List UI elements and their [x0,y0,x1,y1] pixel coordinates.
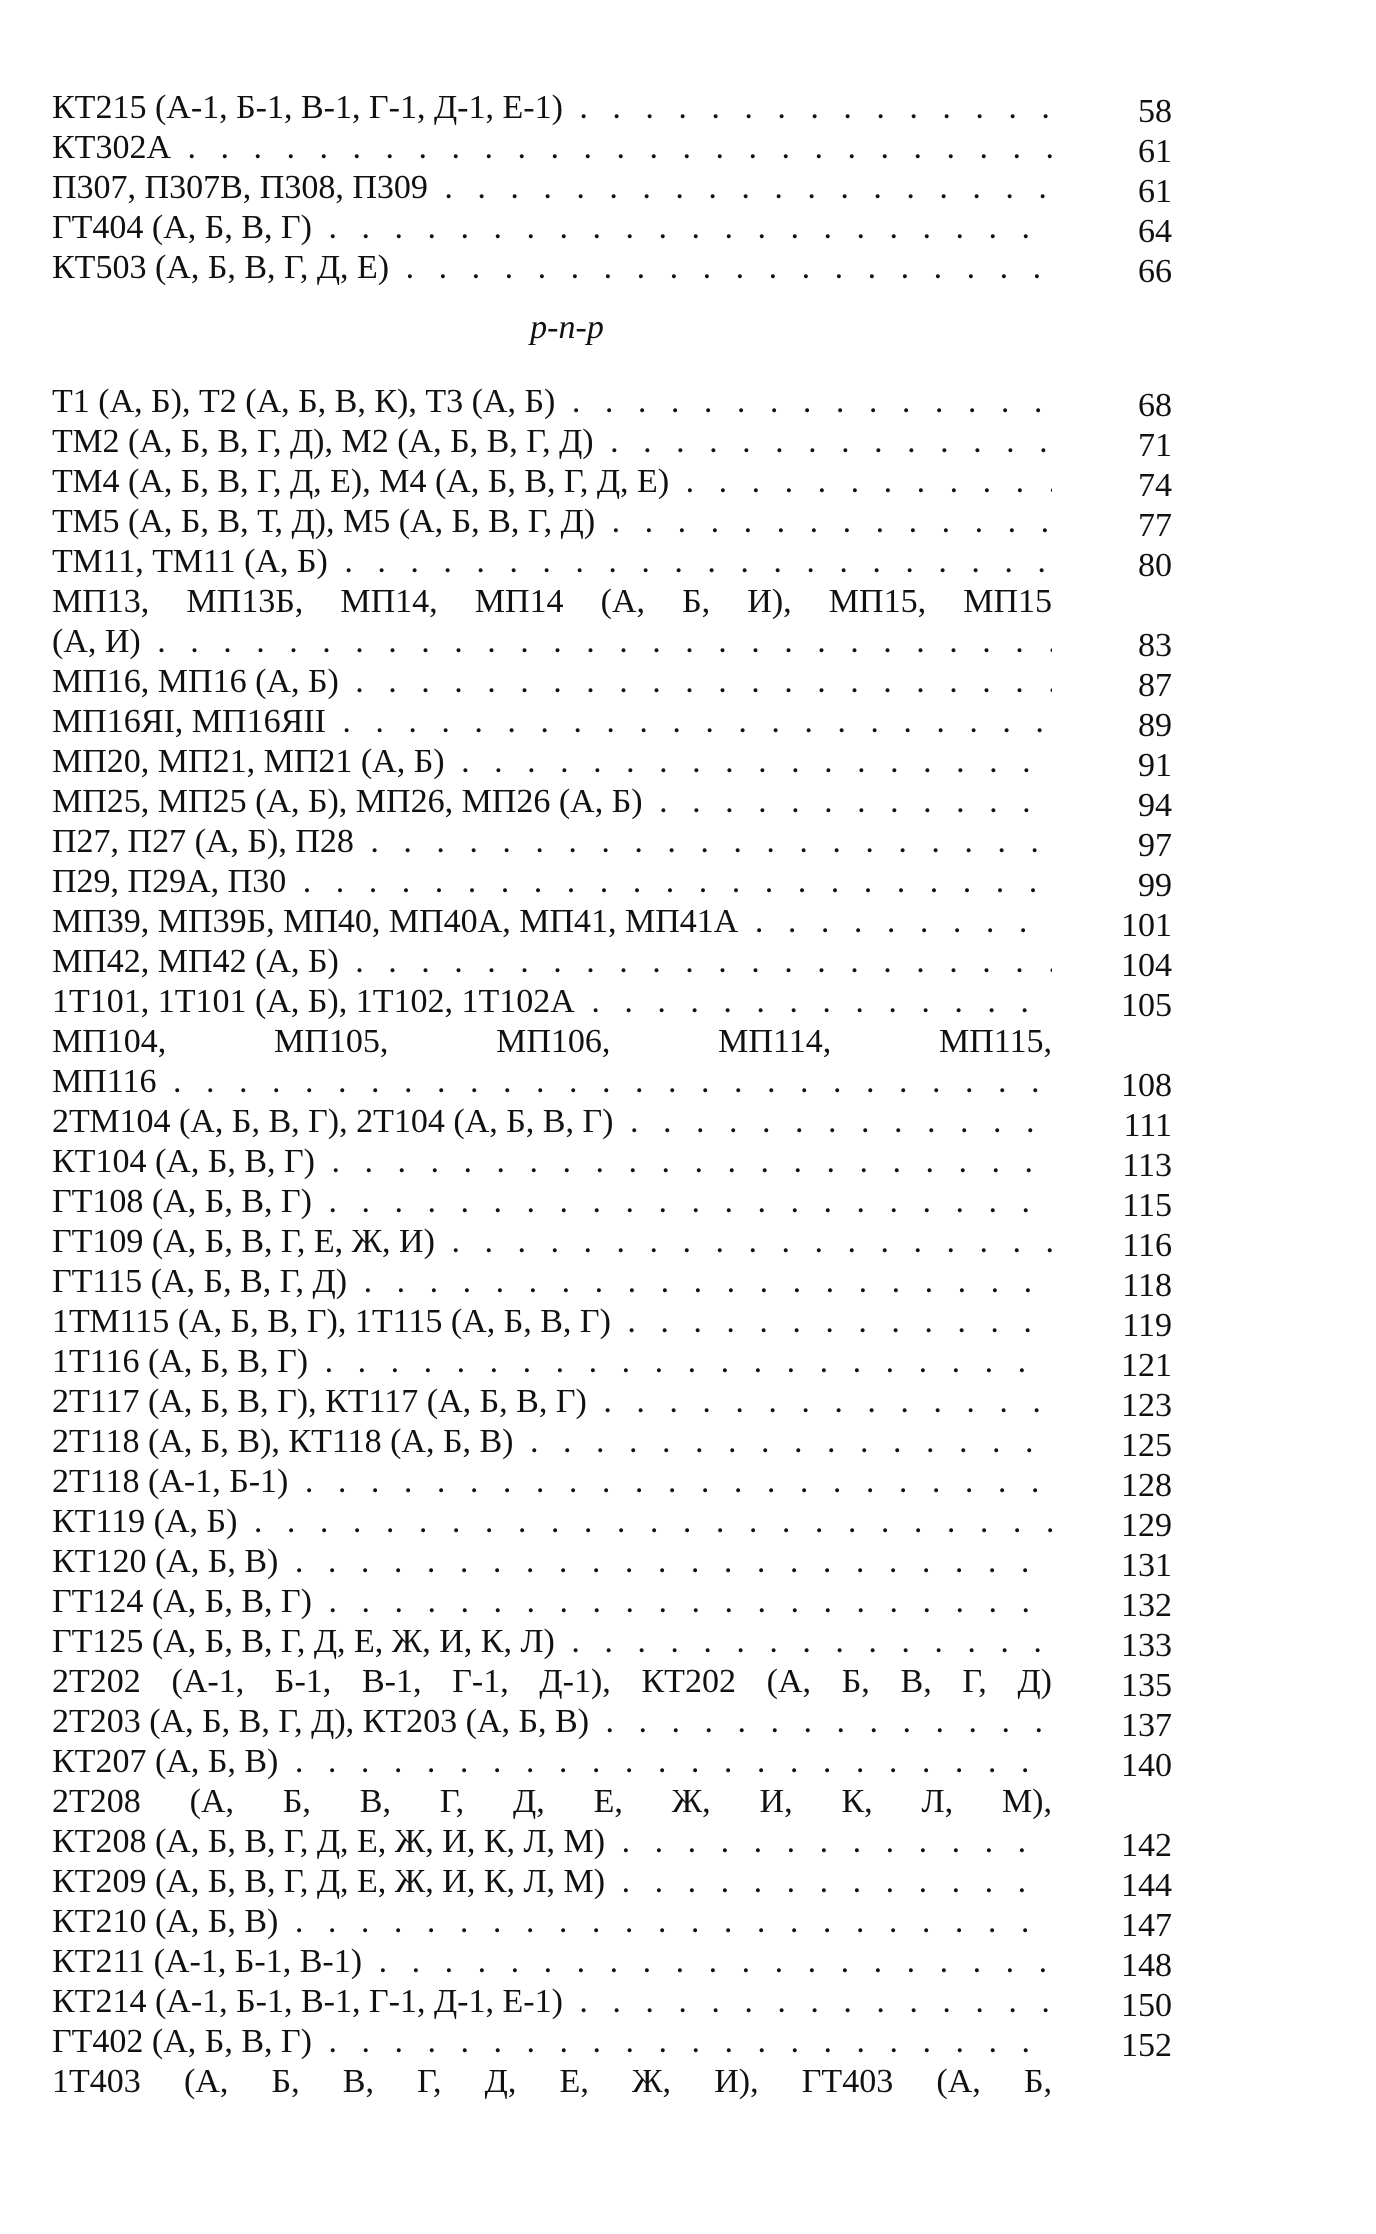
toc-entry [52,1142,1172,1182]
toc-entry-title: П307, П307В, П308, П309 . . . [52,168,1052,208]
toc-entry [52,1102,1172,1142]
toc-entry [52,982,1172,1022]
toc-entry [52,582,1172,622]
toc-entry-page-number: 94 [1138,787,1172,824]
toc-entry [52,2062,1172,2102]
toc-entry [52,1782,1172,1822]
toc-entry-page-number: 91 [1138,747,1172,784]
toc-entry-title: ГТ404 (А, Б, В, Г) . . . [52,208,1052,248]
toc-entry-page-number: 133 [1121,1627,1172,1664]
toc-entry-title: КТ104 (А, Б, В, Г) . . . [52,1142,1052,1182]
toc-entry-title: МП42, МП42 (А, Б) . . . [52,942,1052,982]
toc-list [52,88,1172,2102]
toc-entry-page-number: 101 [1121,907,1172,944]
toc-entry-page-number: 58 [1138,93,1172,130]
toc-entry-title: ГТ402 (А, Б, В, Г) . . . [52,2022,1052,2062]
toc-entry-page-number: 97 [1138,827,1172,864]
toc-entry-title: КТ209 (А, Б, В, Г, Д, Е, Ж, И, К, Л, М) . . . [52,1862,1052,1902]
toc-entry [52,702,1172,742]
toc-entry [52,782,1172,822]
toc-entry [52,208,1172,248]
toc-entry [52,2022,1172,2062]
toc-entry-title: МП104, МП105, МП106, МП114, МП115, [52,1023,1052,1060]
toc-entry-title: КТ119 (А, Б) . . . [52,1502,1052,1542]
toc-entry-title: КТ214 (А-1, Б-1, В-1, Г-1, Д-1, Е-1) . . . [52,1982,1052,2022]
toc-entry-title: МП20, МП21, МП21 (А, Б) . . . [52,742,1052,782]
toc-entry [52,1862,1172,1902]
toc-entry-page-number: 87 [1138,667,1172,704]
toc-entry [52,1662,1172,1702]
toc-entry-page-number: 64 [1138,213,1172,250]
toc-entry [52,902,1172,942]
toc-entry-page-number: 137 [1121,1707,1172,1744]
toc-entry-page-number: 144 [1121,1867,1172,1904]
toc-entry-title: ГТ124 (А, Б, В, Г) . . . [52,1582,1052,1622]
toc-entry-page-number: 104 [1121,947,1172,984]
toc-entry [52,1622,1172,1662]
toc-entry-title: 2ТМ104 (А, Б, В, Г), 2Т104 (А, Б, В, Г) . . . [52,1102,1052,1142]
toc-entry [52,1982,1172,2022]
toc-entry-page-number: 147 [1121,1907,1172,1944]
toc-entry [52,382,1172,422]
toc-entry [52,88,1172,128]
toc-entry-title: 1Т116 (А, Б, В, Г) . . . [52,1342,1052,1382]
toc-entry [52,742,1172,782]
toc-entry-title: 2Т118 (А-1, Б-1) . . . [52,1462,1052,1502]
toc-entry [52,1342,1172,1382]
toc-entry-page-number: 129 [1121,1507,1172,1544]
toc-entry-title: КТ211 (А-1, Б-1, В-1) . . . [52,1942,1052,1982]
toc-entry-title: (А, И) . . . [52,622,1052,662]
toc-entry [52,1742,1172,1782]
toc-entry-page-number: 131 [1121,1547,1172,1584]
toc-entry-page-number: 74 [1138,467,1172,504]
toc-entry-page-number: 119 [1122,1307,1172,1344]
toc-entry [52,1182,1172,1222]
toc-entry [52,1262,1172,1302]
toc-entry [52,662,1172,702]
toc-entry-title: 1Т101, 1Т101 (А, Б), 1Т102, 1Т102А . . . [52,982,1052,1022]
toc-entry-page-number: 148 [1121,1947,1172,1984]
toc-entry-page-number: 80 [1138,547,1172,584]
toc-entry-title: П29, П29А, П30 . . . [52,862,1052,902]
toc-entry-title: ГТ115 (А, Б, В, Г, Д) . . . [52,1262,1052,1302]
toc-entry-title: ГТ109 (А, Б, В, Г, Е, Ж, И) . . . [52,1222,1052,1262]
toc-entry [52,1302,1172,1342]
toc-entry-page-number: 99 [1138,867,1172,904]
toc-entry-page-number: 71 [1138,427,1172,464]
toc-entry [52,1942,1172,1982]
toc-entry-page-number: 123 [1121,1387,1172,1424]
toc-entry-title: МП25, МП25 (А, Б), МП26, МП26 (А, Б) . . . [52,782,1052,822]
toc-entry [52,1022,1172,1062]
toc-entry-title: 1ТМ115 (А, Б, В, Г), 1Т115 (А, Б, В, Г) . . . [52,1302,1052,1342]
toc-entry-page-number: 115 [1122,1187,1172,1224]
toc-entry-page-number: 83 [1138,627,1172,664]
toc-entry [52,1582,1172,1622]
toc-entry-title: ГТ125 (А, Б, В, Г, Д, Е, Ж, И, К, Л) . . . [52,1622,1052,1662]
section-heading-text: р-п-р [530,309,604,346]
toc-entry [52,462,1172,502]
toc-entry-page-number: 66 [1138,253,1172,290]
toc-entry-title: П27, П27 (А, Б), П28 . . . [52,822,1052,862]
toc-entry-title: МП116 . . . [52,1062,1052,1102]
toc-entry [52,1542,1172,1582]
toc-entry-page-number: 142 [1121,1827,1172,1864]
toc-entry-title: МП39, МП39Б, МП40, МП40А, МП41, МП41А . . . [52,902,1052,942]
toc-entry-title: МП16, МП16 (А, Б) . . . [52,662,1052,702]
toc-entry-page-number: 61 [1138,173,1172,210]
toc-entry [52,1382,1172,1422]
toc-entry-title: КТ120 (А, Б, В) . . . [52,1542,1052,1582]
toc-entry [52,1062,1172,1102]
toc-entry-title: 2Т118 (А, Б, В), КТ118 (А, Б, В) . . . [52,1422,1052,1462]
toc-entry [52,862,1172,902]
toc-entry-page-number: 116 [1122,1227,1172,1264]
toc-entry-title: ТМ11, ТМ11 (А, Б) . . . [52,542,1052,582]
toc-entry-page-number: 128 [1121,1467,1172,1504]
toc-entry-page-number: 152 [1121,2027,1172,2064]
toc-entry-page-number: 135 [1121,1667,1172,1704]
toc-entry-title: 2Т208 (А, Б, В, Г, Д, Е, Ж, И, К, Л, М), [52,1783,1052,1820]
toc-entry-title: ГТ108 (А, Б, В, Г) . . . [52,1182,1052,1222]
toc-entry-title: КТ207 (А, Б, В) . . . [52,1742,1052,1782]
section-heading [52,288,1172,362]
toc-entry [52,1222,1172,1262]
toc-entry-page-number: 132 [1121,1587,1172,1624]
toc-entry [52,942,1172,982]
toc-entry-title: ТМ4 (А, Б, В, Г, Д, Е), М4 (А, Б, В, Г, Д, Е) . . . [52,462,1052,502]
toc-entry-title: КТ302А . . . [52,128,1052,168]
toc-entry [52,168,1172,208]
toc-entry-title: МП13, МП13Б, МП14, МП14 (А, Б, И), МП15, МП15 [52,583,1052,620]
toc-entry-title: Т1 (А, Б), Т2 (А, Б, В, К), Т3 (А, Б) . . . [52,382,1052,422]
toc-entry-page-number: 118 [1122,1267,1172,1304]
toc-entry-page-number: 113 [1122,1147,1172,1184]
toc-entry-page-number: 108 [1121,1067,1172,1104]
toc-entry-page-number: 77 [1138,507,1172,544]
toc-entry [52,622,1172,662]
toc-entry-title: КТ210 (А, Б, В) . . . [52,1902,1052,1942]
toc-entry-page-number: 140 [1121,1747,1172,1784]
toc-entry-title: ТМ5 (А, Б, В, Т, Д), М5 (А, Б, В, Г, Д) . . . [52,502,1052,542]
toc-entry [52,1502,1172,1542]
toc-entry-title: МП16ЯI, МП16ЯII . . . [52,702,1052,742]
toc-entry-title: ТМ2 (А, Б, В, Г, Д), М2 (А, Б, В, Г, Д) . . . [52,422,1052,462]
toc-entry [52,542,1172,582]
toc-entry-title: 1Т403 (А, Б, В, Г, Д, Е, Ж, И), ГТ403 (А, Б, [52,2063,1052,2100]
toc-entry-page-number: 105 [1121,987,1172,1024]
toc-entry-title: КТ208 (А, Б, В, Г, Д, Е, Ж, И, К, Л, М) . . . [52,1822,1052,1862]
toc-entry-page-number: 125 [1121,1427,1172,1464]
toc-entry [52,1902,1172,1942]
toc-entry-title: 2Т203 (А, Б, В, Г, Д), КТ203 (А, Б, В) . . . [52,1702,1052,1742]
toc-entry-page-number: 68 [1138,387,1172,424]
toc-entry [52,248,1172,288]
toc-entry-title: КТ215 (А-1, Б-1, В-1, Г-1, Д-1, Е-1) . . . [52,88,1052,128]
toc-entry-title: КТ503 (А, Б, В, Г, Д, Е) . . . [52,248,1052,288]
toc-entry-page-number: 150 [1121,1987,1172,2024]
toc-entry [52,502,1172,542]
toc-entry-page-number: 121 [1121,1347,1172,1384]
toc-entry [52,422,1172,462]
toc-entry [52,1462,1172,1502]
toc-entry [52,822,1172,862]
toc-entry-page-number: 89 [1138,707,1172,744]
toc-entry [52,1822,1172,1862]
toc-entry-title: 2Т202 (А-1, Б-1, В-1, Г-1, Д-1), КТ202 (А, Б, В, Г, Д) [52,1663,1052,1700]
toc-entry [52,1422,1172,1462]
toc-entry [52,128,1172,168]
toc-entry-title: 2Т117 (А, Б, В, Г), КТ117 (А, Б, В, Г) . . . [52,1382,1052,1422]
toc-entry [52,1702,1172,1742]
toc-entry-page-number: 61 [1138,133,1172,170]
toc-entry-page-number: 111 [1123,1107,1172,1144]
